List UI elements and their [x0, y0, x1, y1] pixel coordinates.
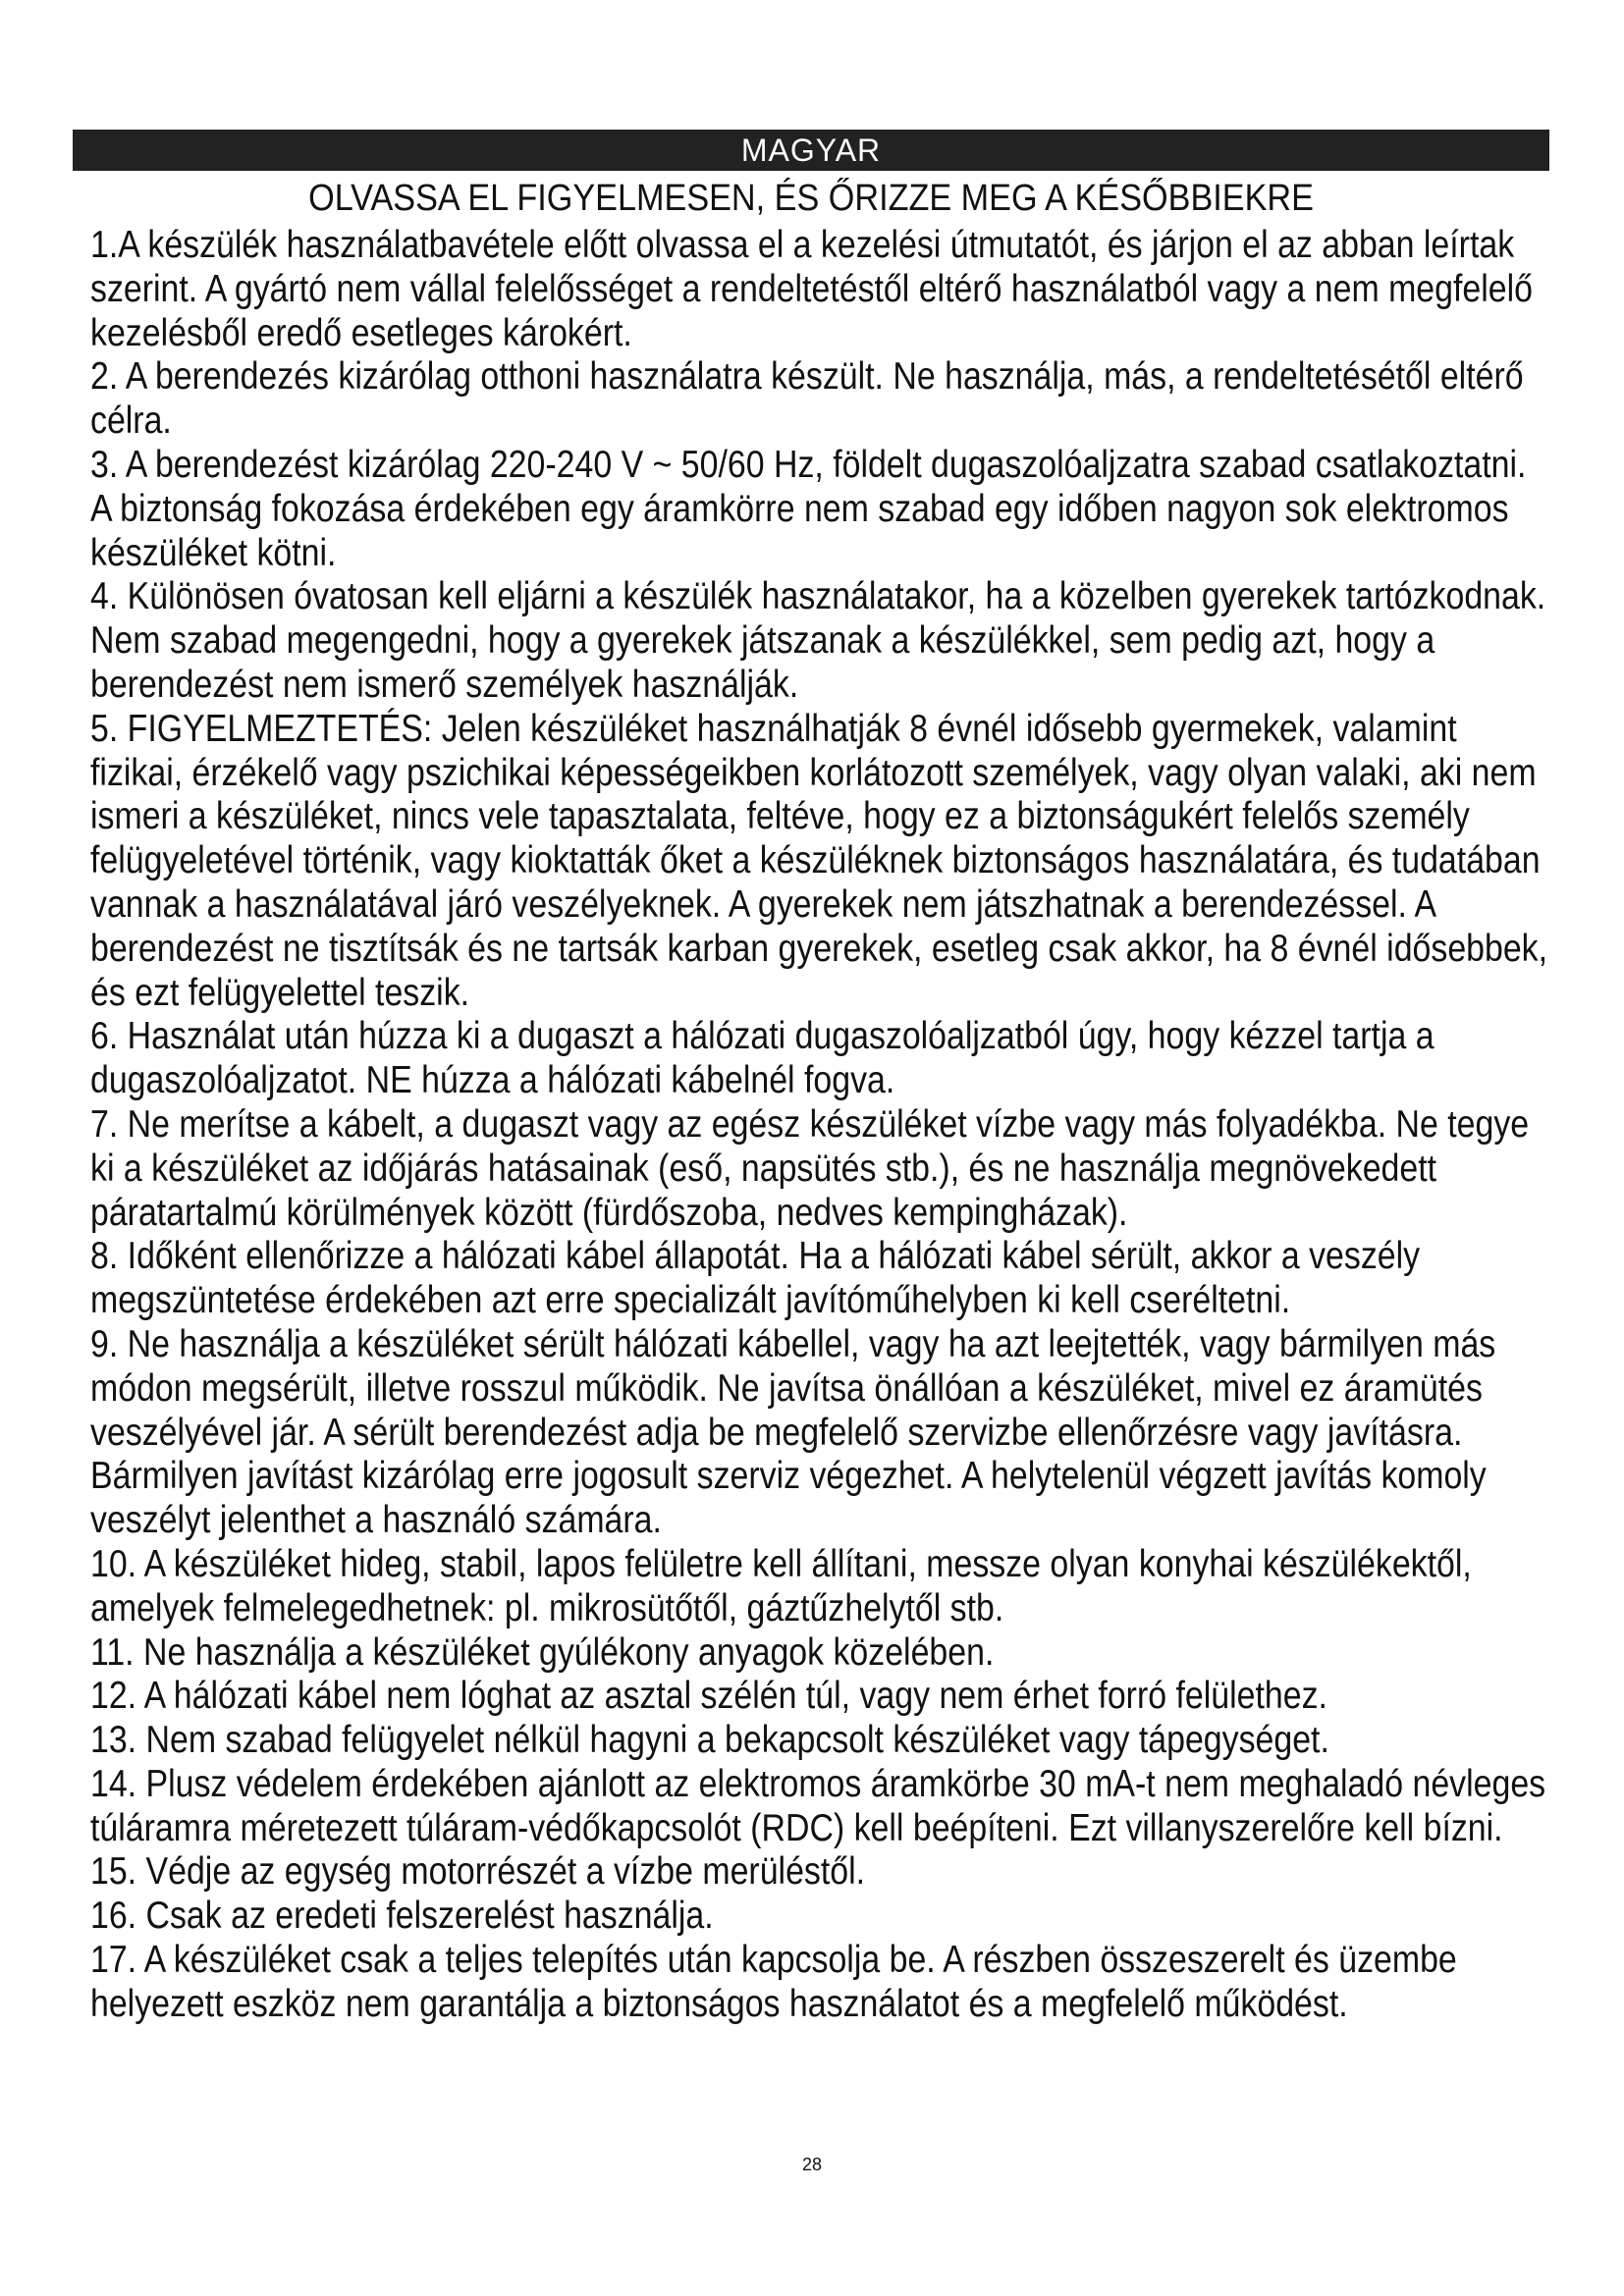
instruction-14: 14. Plusz védelem érdekében ajánlott az elektromos áramkörbe 30 mA-t nem meghaladó névleges túláramra méretezett túláram-védőkapcsolót (RDC) kell beépíteni. Ezt villanyszerelőre kell bízni.	[90, 1762, 1546, 1849]
safety-instructions	[90, 224, 1553, 2027]
instruction-2: 2. A berendezés kizárólag otthoni használatra készült. Ne használja, más, a rendeltetésétől eltérő célra.	[90, 355, 1524, 443]
instruction-6: 6. Használat után húzza ki a dugaszt a hálózati dugaszolóaljzatból úgy, hogy kézzel tartja a dugaszolóaljzatot. NE húzza a hálózati kábelnél fogva.	[90, 1015, 1435, 1102]
instruction-16: 16. Csak az eredeti felszerelést használja.	[90, 1895, 714, 1938]
instruction-9: 9. Ne használja a készüléket sérült hálózati kábellel, vagy ha azt leejtették, vagy bármilyen más módon megsérült, illetve rosszul működik. Ne javítsa önállóan a készüléket, mivel ez áramütés veszélyével jár. A sérült berendezést adja be megfelelő szervizbe ellenőrzésre vagy javításra. Bármilyen javítást kizárólag erre jogosult szerviz végezhet. A helytelenül végzett javítás komoly veszélyt jelenthet a használó számára.	[90, 1322, 1496, 1542]
instruction-5: 5. FIGYELMEZTETÉS: Jelen készüléket használhatják 8 évnél idősebb gyermekek, valamint fizikai, érzékelő vagy pszichikai képességeikben korlátozott személyek, vagy olyan valaki, aki nem ismeri a készüléket, nincs vele tapasztalata, feltéve, hogy ez a biztonságukért felelős személy felügyeletével történik, vagy kioktatták őket a készüléknek biztonságos használatára, és tudatában vannak a használatával járó veszélyeknek. A gyerekek nem játszhatnak a berendezéssel. A berendezést ne tisztítsák és ne tartsák karban gyerekek, esetleg csak akkor, ha 8 évnél idősebbek, és ezt felügyelettel teszik.	[90, 707, 1548, 1014]
instruction-3: 3. A berendezést kizárólag 220-240 V ~ 50/60 Hz, földelt dugaszolóaljzatra szabad csatlakoztatni.	[90, 443, 1527, 486]
page-title: OLVASSA EL FIGYELMESEN, ÉS ŐRIZZE MEG A KÉSŐBBIEKRE	[308, 178, 1314, 219]
instruction-15: 15. Védje az egység motorrészét a vízbe merüléstől.	[90, 1850, 866, 1894]
instruction-1: 1.A készülék használatbavétele előtt olvassa el a kezelési útmutatót, és járjon el az abban leírtak szerint. A gyártó nem vállal felelősséget a rendeltetéstől eltérő használatból vagy a nem megfelelő kezelésből eredő esetleges károkért.	[90, 224, 1533, 354]
instruction-7: 7. Ne merítse a kábelt, a dugaszt vagy az egész készüléket vízbe vagy más folyadékba. Ne tegye ki a készüléket az időjárás hatásainak (eső, napsütés stb.), és ne használja megnövekedett páratartalmú körülmények között (fürdőszoba, nedves kempingházak).	[90, 1102, 1530, 1234]
instruction-12: 12. A hálózati kábel nem lóghat az asztal szélén túl, vagy nem érhet forró felülethez.	[90, 1675, 1327, 1718]
instruction-17: 17. A készüléket csak a teljes telepítés után kapcsolja be. A részben összeszerelt és üzembe helyezett eszköz nem garantálja a biztonságos használatot és a megfelelő működést.	[90, 1939, 1457, 2025]
instruction-8: 8. Időként ellenőrizze a hálózati kábel állapotát. Ha a hálózati kábel sérült, akkor a veszély megszüntetése érdekében azt erre specializált javítóműhelyben ki kell cseréltetni.	[90, 1235, 1421, 1322]
instruction-4: 4. Különösen óvatosan kell eljárni a készülék használatakor, ha a közelben gyerekek tartózkodnak. Nem szabad megengedni, hogy a gyerekek játszanak a készülékkel, sem pedig azt, hogy a berendezést nem ismerő személyek használják.	[90, 575, 1546, 706]
page-number: 28	[801, 2155, 823, 2174]
language-header-bar: MAGYAR	[73, 130, 1549, 171]
instruction-13: 13. Nem szabad felügyelet nélkül hagyni a bekapcsolt készüléket vagy tápegységet.	[90, 1719, 1329, 1762]
instruction-10: 10. A készüléket hideg, stabil, lapos felületre kell állítani, messze olyan konyhai készülékektől, amelyek felmelegedhetnek: pl. mikrosütőtől, gáztűzhelytől stb.	[90, 1542, 1472, 1629]
instruction-3-note: A biztonság fokozása érdekében egy áramkörre nem szabad egy időben nagyon sok elektromos készüléket kötni.	[90, 487, 1509, 574]
instruction-11: 11. Ne használja a készüléket gyúlékony anyagok közelében.	[90, 1630, 995, 1674]
